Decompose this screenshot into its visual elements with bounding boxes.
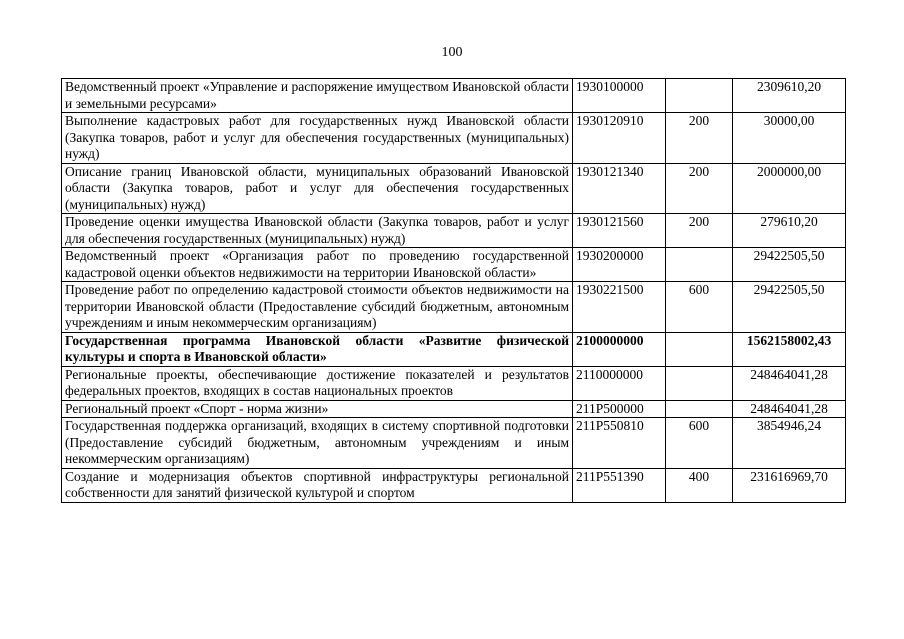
row-sum-cell: 279610,20 [733,214,846,248]
row-code-cell: 1930120910 [573,113,666,164]
budget-table [61,78,846,503]
row-expense-type-cell: 400 [666,468,733,502]
table-row [62,366,846,400]
row-code-cell: 2110000000 [573,366,666,400]
row-sum-cell: 2309610,20 [733,79,846,113]
row-name-cell: Ведомственный проект «Управление и распоряжение имуществом Ивановской области и земельными ресурсами» [62,79,573,113]
row-sum-cell: 1562158002,43 [733,332,846,366]
table-row [62,163,846,214]
row-expense-type-cell [666,332,733,366]
budget-table-body [62,79,846,503]
row-name-cell: Выполнение кадастровых работ для государственных нужд Ивановской области (Закупка товаров, работ и услуг для обеспечения государственных (муниципальных) нужд) [62,113,573,164]
row-expense-type-cell: 200 [666,113,733,164]
row-code-cell: 1930121340 [573,163,666,214]
row-expense-type-cell: 600 [666,282,733,333]
table-row [62,468,846,502]
table-row [62,418,846,469]
table-row [62,400,846,418]
row-code-cell: 211P550810 [573,418,666,469]
row-sum-cell: 231616969,70 [733,468,846,502]
row-name-cell: Государственная программа Ивановской области «Развитие физической культуры и спорта в Ивановской области» [62,332,573,366]
row-expense-type-cell: 600 [666,418,733,469]
row-code-cell: 1930200000 [573,248,666,282]
row-expense-type-cell [666,248,733,282]
row-name-cell: Проведение работ по определению кадастровой стоимости объектов недвижимости на территории Ивановской области (Предоставление субсидий бюджетным, автономным учреждениям и иным некоммерческим организациям) [62,282,573,333]
row-sum-cell: 248464041,28 [733,400,846,418]
row-name-cell: Региональный проект «Спорт - норма жизни» [62,400,573,418]
row-expense-type-cell: 200 [666,214,733,248]
row-sum-cell: 2000000,00 [733,163,846,214]
row-name-cell: Государственная поддержка организаций, входящих в систему спортивной подготовки (Предоставление субсидий бюджетным, автономным учреждениям и иным некоммерческим организациям) [62,418,573,469]
row-code-cell: 2100000000 [573,332,666,366]
row-expense-type-cell [666,79,733,113]
table-row [62,214,846,248]
row-name-cell: Описание границ Ивановской области, муниципальных образований Ивановской области (Закупка товаров, работ и услуг для обеспечения государственных (муниципальных) нужд) [62,163,573,214]
table-row [62,248,846,282]
row-code-cell: 1930121560 [573,214,666,248]
row-sum-cell: 29422505,50 [733,248,846,282]
row-sum-cell: 3854946,24 [733,418,846,469]
row-expense-type-cell [666,366,733,400]
row-code-cell: 211P500000 [573,400,666,418]
table-row [62,332,846,366]
table-row [62,282,846,333]
table-row [62,79,846,113]
row-name-cell: Создание и модернизация объектов спортивной инфраструктуры региональной собственности для занятий физической культурой и спортом [62,468,573,502]
row-sum-cell: 248464041,28 [733,366,846,400]
row-expense-type-cell: 200 [666,163,733,214]
page-number: 100 [441,45,463,60]
row-name-cell: Проведение оценки имущества Ивановской области (Закупка товаров, работ и услуг для обеспечения государственных (муниципальных) нужд) [62,214,573,248]
row-code-cell: 1930100000 [573,79,666,113]
row-name-cell: Региональные проекты, обеспечивающие достижение показателей и результатов федеральных проектов, входящих в состав национальных проектов [62,366,573,400]
row-sum-cell: 29422505,50 [733,282,846,333]
row-sum-cell: 30000,00 [733,113,846,164]
row-code-cell: 211P551390 [573,468,666,502]
row-name-cell: Ведомственный проект «Организация работ по проведению государственной кадастровой оценки объектов недвижимости на территории Ивановской области» [62,248,573,282]
row-expense-type-cell [666,400,733,418]
table-row [62,113,846,164]
row-code-cell: 1930221500 [573,282,666,333]
